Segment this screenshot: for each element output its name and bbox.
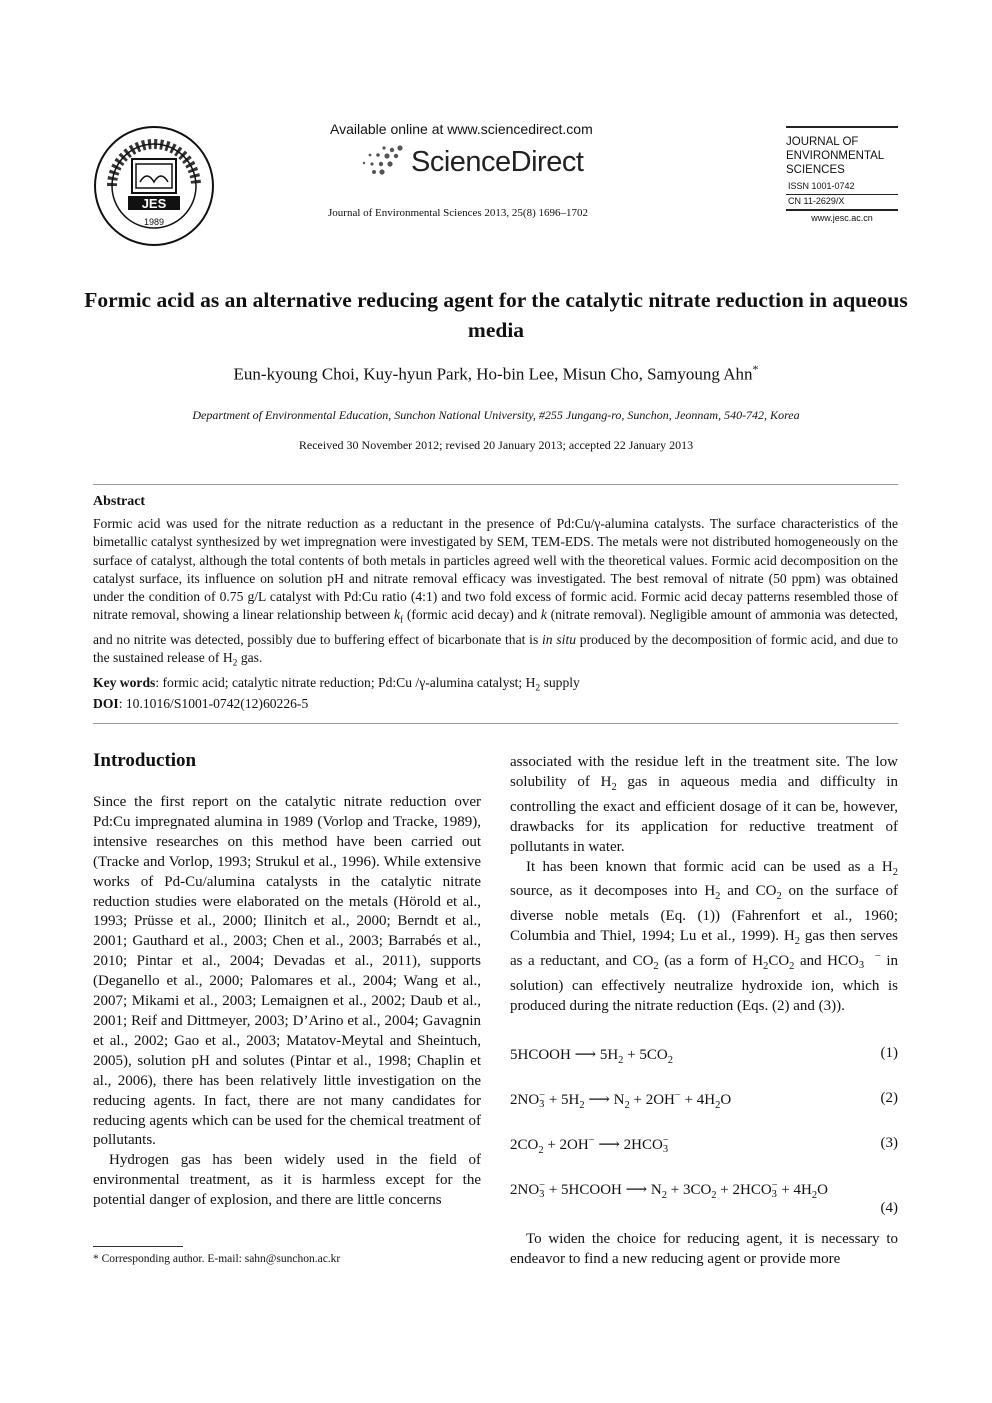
box-rule-top <box>786 126 898 128</box>
left-column <box>93 793 481 1211</box>
journal-url[interactable]: www.jesc.ac.cn <box>811 213 873 223</box>
doi-link[interactable]: 10.1016/S1001-0742(12)60226-5 <box>125 696 309 711</box>
intro-paragraph-3: It has been known that formic acid can be used as a $H_2$ source, as it decomposes into $H_2$ and $CO_2$ on the surface of diverse noble metals (Eq. (1)) (Fahrenfort et al., 1960; Columbia and Thiel, 1994; Lu et al., 1999). $H_2$ gas then serves as a reductant, and $CO_2$ (as a form of $H_2CO_2$ and HCO − 3 in solution) can effectively neutralize hydroxide ion, which is produced during the nitrate reduction (Eqs. (2) and (3)). <box>510 858 899 1014</box>
article-title: Formic acid as an alternative reducing agent for the catalytic nitrate reduction in aqueous media <box>84 288 908 342</box>
journal-info-box <box>786 126 898 224</box>
equation-1-body: 5HCOOH ⟶ $5H_2 + 5CO_2$ <box>510 1047 673 1066</box>
journal-name-line-2: ENVIRONMENTAL <box>786 150 885 162</box>
equation-4-body: 2NO− 3 + 5HCOOH ⟶ $N_2 + 3CO_2 + 2HCO-$ $3 + 4H_2O$ <box>510 1180 828 1201</box>
abstract-heading: Abstract <box>93 494 146 509</box>
author-list <box>80 362 912 385</box>
journal-cn: CN 11-2629/X <box>788 196 845 206</box>
journal-name-line-1: JOURNAL OF <box>786 136 859 148</box>
abstract-body: Formic acid was used for the nitrate reduction as a reductant in the presence of Pd:Cu/γ-alumina catalysts. The surface characteristics of the bimetallic catalyst synthesized by wet impregnation were investigated by SEM, TEM-EDS. The metals were not distributed homogeneously on the surface of catalyst, although the total contents of both metals in particles agreed well with the theoretical values. Formic acid decomposition on the catalyst surface, its influence on solution pH and nitrate removal efficacy was investigated. The best removal of nitrate (50 ppm) was obtained under the condition of 0.75 g/L catalyst with Pd:Cu ratio (4:1) and two fold excess of formic acid. Formic acid decay patterns resembled those of nitrate removal, showing a linear relationship between $k_f$ (formic acid decay) and k (nitrate removal). Negligible amount of ammonia was detected, and no nitrite was detected, possibly due to buffering effect of bicarbonate that is in situ produced by the decomposition of formic acid, and due to the sustained release of $H_2$ gas. <box>93 516 898 669</box>
divider-bottom <box>93 723 898 724</box>
sciencedirect-wordmark: ScienceDirect <box>411 146 584 178</box>
keywords-label: Key words <box>93 675 156 690</box>
jes-seal-icon <box>92 124 216 248</box>
doi: DOI: 10.1016/S1001-0742(12)60226-5 <box>93 696 309 711</box>
intro-paragraph-1: Since the first report on the catalytic nitrate reduction over Pd:Cu impregnated alumina in 1989 (Vorlop and Tracke, 1989), intensive researches on this method have been carried out (Tracke and Vorlop, 1993; Strukul et al., 1996). While extensive works of Pd-Cu/alumina catalysts in the catalytic nitrate reduction studies were elaborated on the metals (Hörold et al., 1993; Prüsse et al., 2000; Ilinitch et al., 2000; Berndt et al., 2001; Gauthard et al., 2003; Chen et al., 2003; Barrabés et al., 2010; Pintar et al., 2004; Devadas et al., 2011), supports (Deganello et al., 2000; Palomares et al., 2004; Wang et al., 2007; Mikami et al., 2003; Lemaignen et al., 2002; Daub et al., 2001; Reif and Dittmeyer, 2003; D’Arino et al., 2004; Gavagnin et al., 2002; Gao et al., 2003; Matatov-Meytal and Sheintuch, 2005), solution pH and solutes (Pintar et al., 1998; Chaplin et al., 2006), there has been relatively little investigation on the reducing agents. In fact, there are not many candidates for reducing agents which can be used for the chemical treatment of pollutants. <box>93 794 481 1149</box>
intro-paragraph-2-cont: associated with the residue left in the treatment site. The low solubility of $H_2$ gas in aqueous media and difficulty in controlling the exact and efficient dosage of it can be, however, drawbacks for its application for reductive treatment of pollutants in water. <box>510 754 898 855</box>
equation-1-number: (1) <box>880 1045 898 1061</box>
seal-abbrev: JES <box>141 196 167 211</box>
journal-seal-logo <box>92 124 216 248</box>
seal-year: 1989 <box>143 217 165 227</box>
journal-issn: ISSN 1001-0742 <box>788 181 855 191</box>
affiliation: Department of Environmental Education, Sunchon National University, #255 Jungang-ro, Sunchon, Jeonnam, 540-742, Korea <box>192 408 800 422</box>
equation-4-number: (4) <box>880 1200 898 1216</box>
author-names: Eun-kyoung Choi, Kuy-hyun Park, Ho-bin Lee, Misun Cho, Samyoung Ahn <box>233 364 753 384</box>
equation-3 <box>510 1135 898 1155</box>
equation-4 <box>510 1180 898 1224</box>
received-dates: Received 30 November 2012; revised 20 January 2013; accepted 22 January 2013 <box>298 438 694 452</box>
journal-citation: Journal of Environmental Sciences 2013, 25(8) 1696–1702 <box>328 207 588 219</box>
equation-2 <box>510 1090 898 1110</box>
available-online-text: Available online at www.sciencedirect.com <box>330 121 593 137</box>
sciencedirect-dots-icon <box>356 143 408 179</box>
equation-3-number: (3) <box>880 1135 898 1151</box>
box-rule-middle <box>786 194 898 195</box>
corresponding-mark: * <box>752 362 759 376</box>
intro-paragraph-4: To widen the choice for reducing agent, it is necessary to endeavor to find a new reducing agent or provide more <box>510 1231 898 1267</box>
right-column-bottom <box>510 1230 898 1270</box>
journal-name-line-3: SCIENCES <box>786 164 845 176</box>
doi-label: DOI <box>93 696 119 711</box>
equation-3-body: $2CO_2 + 2OH^-$ ⟶ 2HCO− 3 <box>510 1135 669 1156</box>
intro-paragraph-2: Hydrogen gas has been widely used in the field of environmental treatment, as it is harmless except for the potential danger of explosion, and there are little concerns <box>93 1152 481 1209</box>
equation-2-number: (2) <box>880 1090 898 1106</box>
keywords: Key words: formic acid; catalytic nitrate reduction; Pd:Cu /γ-alumina catalyst; $H_2$ supply <box>93 675 580 694</box>
divider-top <box>93 484 898 485</box>
right-column <box>510 753 898 1017</box>
corresponding-author-footnote: * Corresponding author. E-mail: sahn@sunchon.ac.kr <box>93 1253 341 1265</box>
box-rule-bottom <box>786 209 898 211</box>
journal-name <box>786 135 898 177</box>
introduction-heading: Introduction <box>93 750 197 771</box>
equation-1 <box>510 1045 898 1065</box>
footnote-rule <box>93 1246 183 1247</box>
equation-2-body: 2NO− $3 + 5H_2$ ⟶ $N_2 + 2OH^- + 4H_2O$ <box>510 1090 732 1111</box>
